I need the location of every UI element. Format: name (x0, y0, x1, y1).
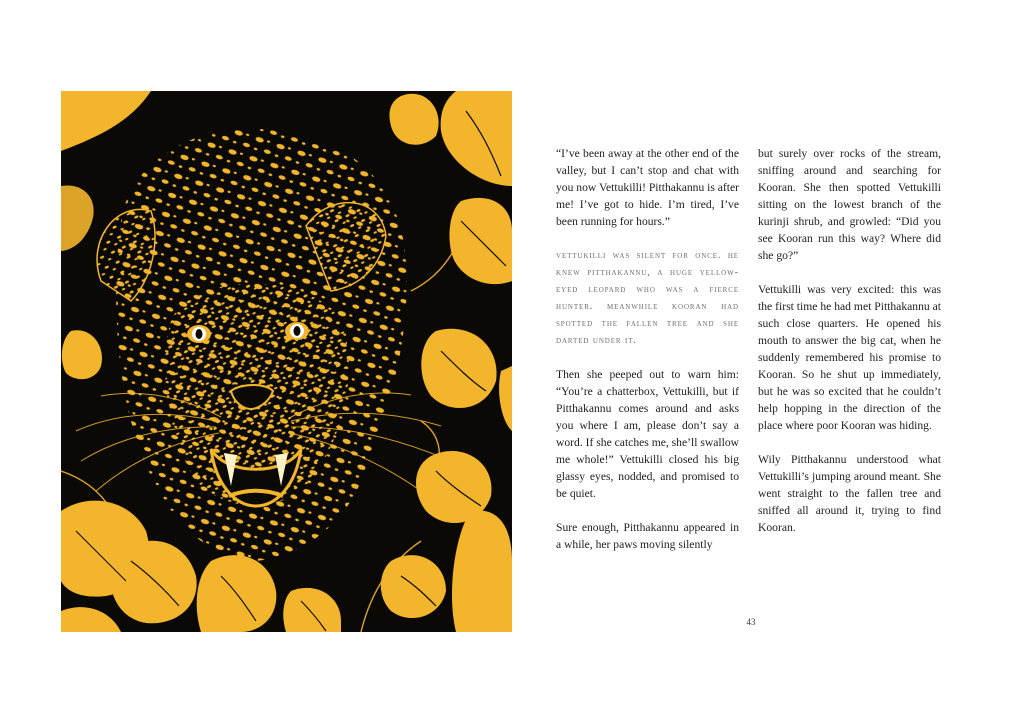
page-number: 43 (746, 617, 756, 627)
text-column-right (758, 145, 941, 553)
paragraph: Then she peeped out to warn him: “You’re a chatterbox, Vettukilli, but if Pitthakannu comes around and asks you where I am, please don’t say a word. If she catches me, she’ll swallow me whole!” Vettukilli closed his big glassy eyes, nodded, and promised to be quiet. (556, 368, 739, 500)
text-column-left (556, 145, 739, 553)
paragraph: but surely over rocks of the stream, sniffing around and searching for Kooran. She then spotted Vettukilli sitting on the lowest branch of the kurinji shrub, and growled: “Did you see Kooran run this way? Where did she go?” (758, 147, 941, 262)
paragraph-smallcaps: vettukilli was silent for once. he knew pitthakannu, a huge yellow-eyed leopard who was a fierce hunter. meanwhile kooran had spotted the fallen tree and she darted under it. (556, 250, 739, 346)
paragraph: “I’ve been away at the other end of the valley, but I can’t stop and chat with you now Vettukilli! Pitthakannu is after me! I’ve got to hide. I’m tired, I’ve been running for hours.” (556, 147, 740, 228)
paragraph: Sure enough, Pitthakannu appeared in a while, her paws moving silently (556, 521, 739, 551)
leopard-illustration-icon (61, 91, 512, 632)
paragraph: Wily Pitthakannu understood what Vettukilli’s jumping around meant. She went straight to the fallen tree and sniffed all around it, trying to find Kooran. (758, 453, 941, 534)
paragraph: Vettukilli was very excited: this was the first time he had met Pitthakannu at such close quarters. He opened his mouth to answer the big cat, when he suddenly remembered his promise to Kooran. So he shut up immediately, but he was so excited that he couldn’t help hopping in the direction of the place where poor Kooran was hiding. (758, 283, 941, 432)
